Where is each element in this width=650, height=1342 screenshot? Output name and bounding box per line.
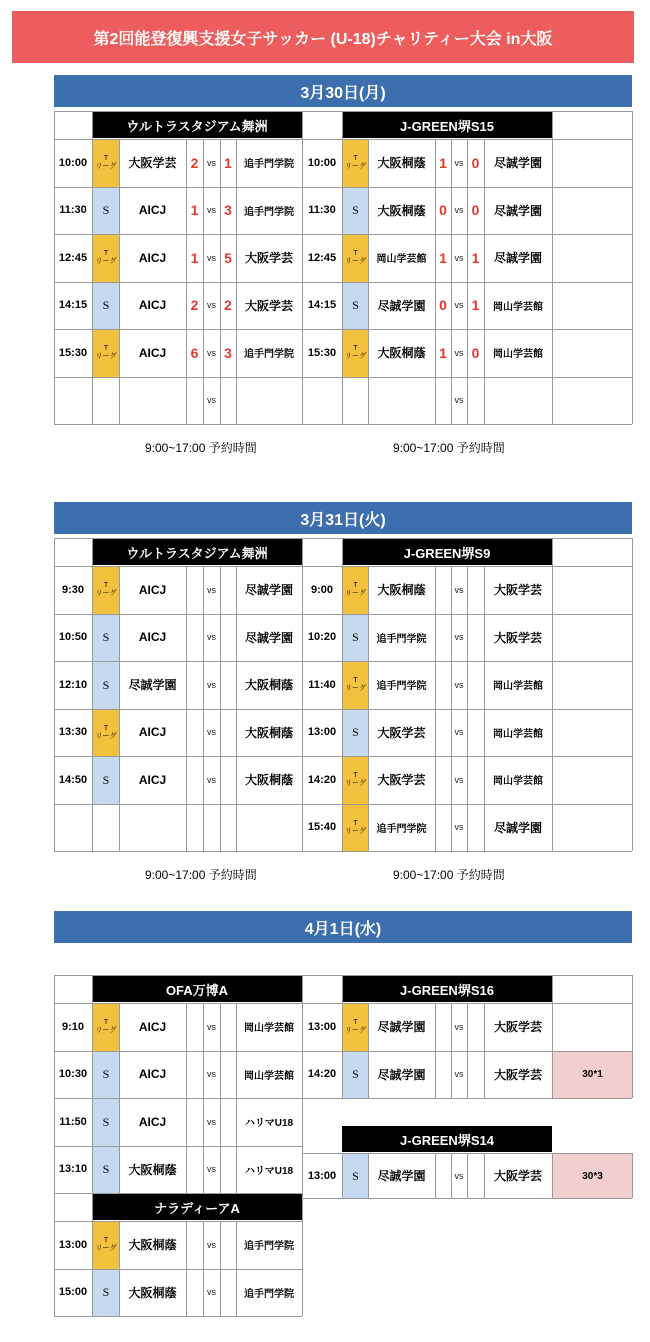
reservation-note: 9:00~17:00 予約時間 [145, 441, 257, 455]
grid-line [435, 1153, 436, 1198]
vs-label: vs [454, 774, 464, 785]
home-team: AICJ [138, 630, 167, 645]
league-label: リーグ [345, 1027, 366, 1035]
match-time [54, 377, 92, 425]
match-time: 9:10 [61, 1020, 85, 1033]
home-team: 追手門学院 [376, 823, 427, 835]
league-label: リーグ [345, 590, 366, 598]
home-team: AICJ [138, 1067, 167, 1082]
away-team: 岡山学芸館 [493, 681, 543, 693]
home-team: 大阪学芸 [128, 156, 177, 171]
league-label: リーグ [95, 1027, 117, 1035]
away-score: 0 [471, 344, 480, 361]
s-badge: S [93, 283, 119, 330]
s-badge: S [93, 188, 119, 235]
t-league-badge [343, 662, 368, 709]
grid-line [186, 1221, 187, 1316]
grid-line [302, 975, 632, 976]
away-team: 岡山学芸館 [493, 776, 543, 788]
league-label: リーグ [95, 163, 117, 171]
venue-header: J-GREEN堺S14 [342, 1126, 552, 1152]
s-badge: S [343, 710, 368, 757]
away-team: 尽誠学園 [493, 820, 542, 835]
reservation-note: 9:00~17:00 予約時間 [393, 868, 505, 882]
grid-line [552, 538, 553, 851]
t-label: T [103, 155, 109, 163]
vs-label: vs [207, 774, 216, 785]
s-badge: S [93, 1052, 119, 1099]
home-team: 尽誠学園 [377, 1169, 426, 1183]
away-team: 大阪桐蔭 [244, 773, 293, 788]
vs-label: vs [207, 584, 216, 595]
match-time: 15:30 [307, 346, 337, 359]
t-label: T [353, 772, 358, 780]
match-time: 13:00 [307, 726, 337, 739]
s-badge: S [343, 615, 368, 662]
vs-label: vs [207, 395, 216, 406]
home-team: 尽誠学園 [377, 1067, 426, 1082]
s-badge: S [93, 1270, 119, 1317]
day-header: 4月1日(水) [54, 911, 632, 943]
home-team: 大阪桐蔭 [377, 203, 426, 218]
match-time: 12:10 [58, 678, 88, 691]
league-label: リーグ [345, 163, 366, 171]
grid-line [220, 1003, 221, 1193]
home-score: 0 [439, 202, 447, 219]
vs-label: vs [207, 632, 216, 643]
vs-label: vs [454, 1170, 464, 1181]
home-team: 尽誠学園 [128, 678, 177, 693]
home-score: 0 [439, 297, 447, 314]
t-label: T [353, 250, 358, 258]
t-league-badge [343, 567, 368, 614]
away-team: 大阪学芸 [493, 583, 542, 598]
t-label: T [103, 724, 109, 732]
grid-line [302, 1193, 303, 1316]
t-label: T [103, 345, 109, 353]
match-time [54, 804, 92, 852]
t-league-badge [343, 330, 368, 377]
away-team: 大阪桐蔭 [244, 725, 293, 740]
s-badge: S [343, 188, 368, 235]
vs-label: vs [454, 727, 464, 738]
home-team: 追手門学院 [376, 633, 427, 645]
grid-line [54, 851, 632, 852]
league-label: リーグ [345, 685, 366, 693]
grid-line [220, 566, 221, 851]
away-team [484, 377, 552, 425]
away-team [236, 377, 302, 425]
vs-label: vs [207, 157, 216, 168]
vs-label: vs [207, 1239, 216, 1250]
vs-label: vs [454, 632, 464, 643]
vs-label: vs [454, 679, 464, 690]
home-team [368, 377, 435, 425]
t-label: T [353, 345, 358, 353]
t-league-badge [343, 1004, 368, 1051]
away-team: 追手門学院 [244, 1241, 294, 1253]
away-team: 大阪学芸 [493, 1020, 542, 1035]
away-team: 岡山学芸館 [244, 1070, 294, 1082]
away-team: 大阪学芸 [493, 1169, 542, 1183]
grid-line [552, 111, 553, 424]
t-label: T [103, 582, 109, 590]
s-badge: S [93, 662, 119, 709]
vs-label: vs [207, 347, 216, 358]
match-time: 11:50 [59, 1115, 87, 1128]
t-league-badge [93, 567, 119, 614]
vs-label: vs [454, 347, 464, 358]
away-team: 追手門学院 [244, 1288, 294, 1300]
venue-header: J-GREEN堺S16 [342, 976, 552, 1002]
grid-line [220, 1221, 221, 1316]
vs-label: vs [454, 205, 464, 216]
match-time: 15:00 [58, 1286, 88, 1299]
grid-line [467, 1003, 468, 1098]
grid-line [186, 566, 187, 851]
away-team: 大阪学芸 [244, 251, 293, 266]
away-team: 追手門学院 [244, 349, 294, 361]
vs-label: vs [207, 252, 216, 263]
match-time: 14:20 [307, 773, 337, 786]
home-team: AICJ [138, 772, 167, 787]
match-time: 10:20 [307, 631, 337, 644]
grid-line [632, 975, 633, 1098]
vs-label: vs [454, 252, 464, 263]
match-time: 15:40 [307, 821, 337, 834]
vs-label: vs [454, 300, 464, 311]
match-time: 13:00 [307, 1020, 337, 1033]
away-team: 追手門学院 [244, 206, 294, 218]
page-title: 第2回能登復興支援女子サッカー (U-18)チャリティー大会 in大阪 [12, 11, 634, 63]
away-score: 3 [224, 344, 232, 361]
home-team: AICJ [138, 203, 167, 218]
t-league-badge [343, 805, 368, 852]
home-score: 6 [190, 344, 199, 361]
league-label: リーグ [95, 1245, 117, 1253]
home-team: AICJ [138, 1019, 167, 1034]
venue-header: J-GREEN堺S15 [342, 112, 552, 138]
away-score: 0 [471, 154, 480, 171]
t-league-badge [93, 710, 119, 757]
away-team: ハリマU18 [244, 1165, 294, 1177]
home-team: 尽誠学園 [377, 298, 426, 313]
venue-header: OFA万博A [92, 976, 302, 1002]
home-team: 大阪桐蔭 [377, 346, 426, 361]
match-time: 15:30 [58, 346, 88, 359]
grid-line [632, 1153, 633, 1198]
league-label: リーグ [95, 258, 117, 266]
match-time: 11:30 [308, 204, 336, 217]
away-team: ハリマU18 [244, 1118, 294, 1130]
home-team: AICJ [138, 1114, 167, 1129]
match-time: 14:20 [307, 1068, 337, 1081]
away-team: 岡山学芸館 [493, 728, 543, 740]
venue-header: J-GREEN堺S9 [342, 539, 552, 565]
away-team: 大阪学芸 [493, 630, 542, 645]
away-team: 尽誠学園 [493, 203, 542, 218]
vs-label: vs [454, 1021, 464, 1032]
vs-label: vs [207, 1069, 216, 1080]
grid-line [302, 1098, 632, 1099]
grid-line [467, 1153, 468, 1198]
match-time: 14:15 [307, 299, 337, 312]
match-time: 10:50 [58, 631, 88, 644]
league-label: リーグ [95, 353, 117, 361]
home-team [119, 804, 186, 852]
grid-line [435, 1003, 436, 1098]
grid-line [632, 538, 633, 851]
s-badge: S [343, 283, 368, 330]
t-label: T [353, 155, 358, 163]
home-team: 大阪桐蔭 [377, 156, 426, 171]
match-time: 14:15 [58, 299, 88, 312]
away-team: 大阪桐蔭 [244, 678, 293, 693]
t-league-badge [93, 1222, 119, 1269]
match-time: 10:00 [307, 156, 337, 169]
s-badge: S [343, 1052, 368, 1099]
home-score: 1 [190, 249, 199, 266]
vs-label: vs [207, 679, 216, 690]
home-team: 大阪学芸 [377, 773, 426, 788]
venue-header: ウルトラスタジアム舞洲 [92, 539, 302, 565]
reservation-note: 9:00~17:00 予約時間 [393, 441, 505, 455]
away-score: 1 [471, 297, 480, 314]
away-team: 追手門学院 [244, 159, 294, 171]
away-score: 2 [224, 297, 232, 314]
grid-line [54, 1316, 302, 1317]
match-time: 10:30 [58, 1068, 88, 1081]
s-badge: S [93, 615, 119, 662]
match-time: 13:00 [307, 1169, 337, 1182]
vs-label: vs [454, 1069, 464, 1080]
day-header: 3月30日(月) [54, 75, 632, 107]
match-time: 14:50 [58, 773, 88, 786]
away-team: 岡山学芸館 [244, 1023, 294, 1035]
home-team: 大阪学芸 [377, 725, 426, 740]
t-label: T [103, 1019, 109, 1027]
match-time [302, 377, 342, 425]
venue-header: ナラディーアA [92, 1194, 302, 1220]
home-team: AICJ [138, 345, 167, 360]
t-league-badge [343, 140, 368, 187]
away-score: 5 [224, 249, 232, 266]
vs-label: vs [207, 727, 216, 738]
league-label: リーグ [95, 590, 117, 598]
s-badge: S [343, 1154, 368, 1198]
away-score: 3 [224, 202, 232, 219]
t-league-badge [343, 757, 368, 804]
match-time: 9:30 [61, 583, 85, 596]
home-team: AICJ [138, 725, 167, 740]
match-time: 13:10 [58, 1163, 88, 1176]
away-team: 尽誠学園 [493, 251, 542, 266]
vs-label: vs [207, 1287, 216, 1298]
match-time: 11:30 [59, 204, 87, 217]
home-score: 1 [439, 344, 447, 361]
t-label: T [103, 250, 109, 258]
grid-line [467, 566, 468, 851]
away-team: 尽誠学園 [244, 583, 293, 598]
away-score: 1 [224, 154, 232, 171]
league-label: リーグ [345, 258, 366, 266]
vs-label: vs [207, 1164, 216, 1175]
match-time: 13:00 [58, 1238, 88, 1251]
home-team [119, 377, 186, 425]
league-label: リーグ [345, 353, 366, 361]
home-team: AICJ [138, 298, 167, 313]
note-badge: 30*1 [553, 1052, 632, 1099]
home-score: 1 [439, 154, 447, 171]
home-score: 1 [190, 202, 199, 219]
vs-label: vs [454, 822, 464, 833]
away-score: 0 [471, 202, 480, 219]
t-league-badge [93, 330, 119, 377]
away-team: 岡山学芸館 [493, 301, 543, 313]
match-time: 10:00 [58, 156, 88, 169]
vs-label: vs [454, 395, 464, 406]
home-team: 大阪桐蔭 [377, 583, 426, 598]
home-score: 1 [439, 249, 447, 266]
s-badge: S [93, 757, 119, 804]
home-score: 2 [190, 297, 199, 314]
league-label: リーグ [345, 827, 366, 835]
match-time: 12:45 [58, 251, 88, 264]
t-label: T [353, 1019, 358, 1027]
away-team: 大阪学芸 [244, 298, 293, 313]
vs-label: vs [207, 1021, 216, 1032]
grid-line [54, 538, 632, 539]
home-score: 2 [190, 154, 199, 171]
away-score: 1 [471, 249, 480, 266]
grid-line [435, 566, 436, 851]
away-team: 岡山学芸館 [493, 349, 543, 361]
home-team: 岡山学芸館 [376, 254, 427, 266]
t-label: T [353, 582, 358, 590]
home-team: 尽誠学園 [377, 1020, 426, 1035]
match-time: 12:45 [307, 251, 337, 264]
vs-label: vs [454, 584, 464, 595]
grid-line [302, 1198, 632, 1199]
away-team: 大阪学芸 [493, 1067, 542, 1082]
home-team: 大阪桐蔭 [128, 1285, 177, 1300]
match-time: 13:30 [58, 726, 88, 739]
s-badge: S [93, 1099, 119, 1146]
match-time: 9:00 [310, 583, 334, 596]
home-team: AICJ [138, 582, 167, 597]
grid-line [54, 111, 632, 112]
home-team: 追手門学院 [376, 681, 427, 693]
t-league-badge [93, 235, 119, 282]
s-badge: S [93, 1147, 119, 1194]
t-league-badge [93, 140, 119, 187]
away-team: 尽誠学園 [244, 630, 293, 645]
home-team: 大阪桐蔭 [128, 1162, 177, 1177]
league-label: リーグ [345, 780, 366, 788]
vs-label: vs [207, 300, 216, 311]
grid-line [186, 1003, 187, 1193]
vs-label: vs [207, 205, 216, 216]
vs-label: vs [454, 157, 464, 168]
grid-line [632, 111, 633, 424]
t-league-badge [343, 235, 368, 282]
t-label: T [353, 677, 358, 685]
away-team: 尽誠学園 [493, 156, 542, 171]
reservation-note: 9:00~17:00 予約時間 [145, 868, 257, 882]
league-label: リーグ [95, 732, 117, 740]
grid-line [54, 424, 632, 425]
day-header: 3月31日(火) [54, 502, 632, 534]
t-label: T [103, 1237, 109, 1245]
venue-header: ウルトラスタジアム舞洲 [92, 112, 302, 138]
away-team [236, 804, 302, 852]
match-time: 11:40 [308, 678, 336, 691]
t-label: T [353, 819, 358, 827]
t-league-badge [93, 1004, 119, 1051]
home-team: 大阪桐蔭 [128, 1238, 177, 1253]
note-badge: 30*3 [553, 1154, 632, 1198]
home-team: AICJ [138, 250, 167, 265]
vs-label: vs [207, 1116, 216, 1127]
